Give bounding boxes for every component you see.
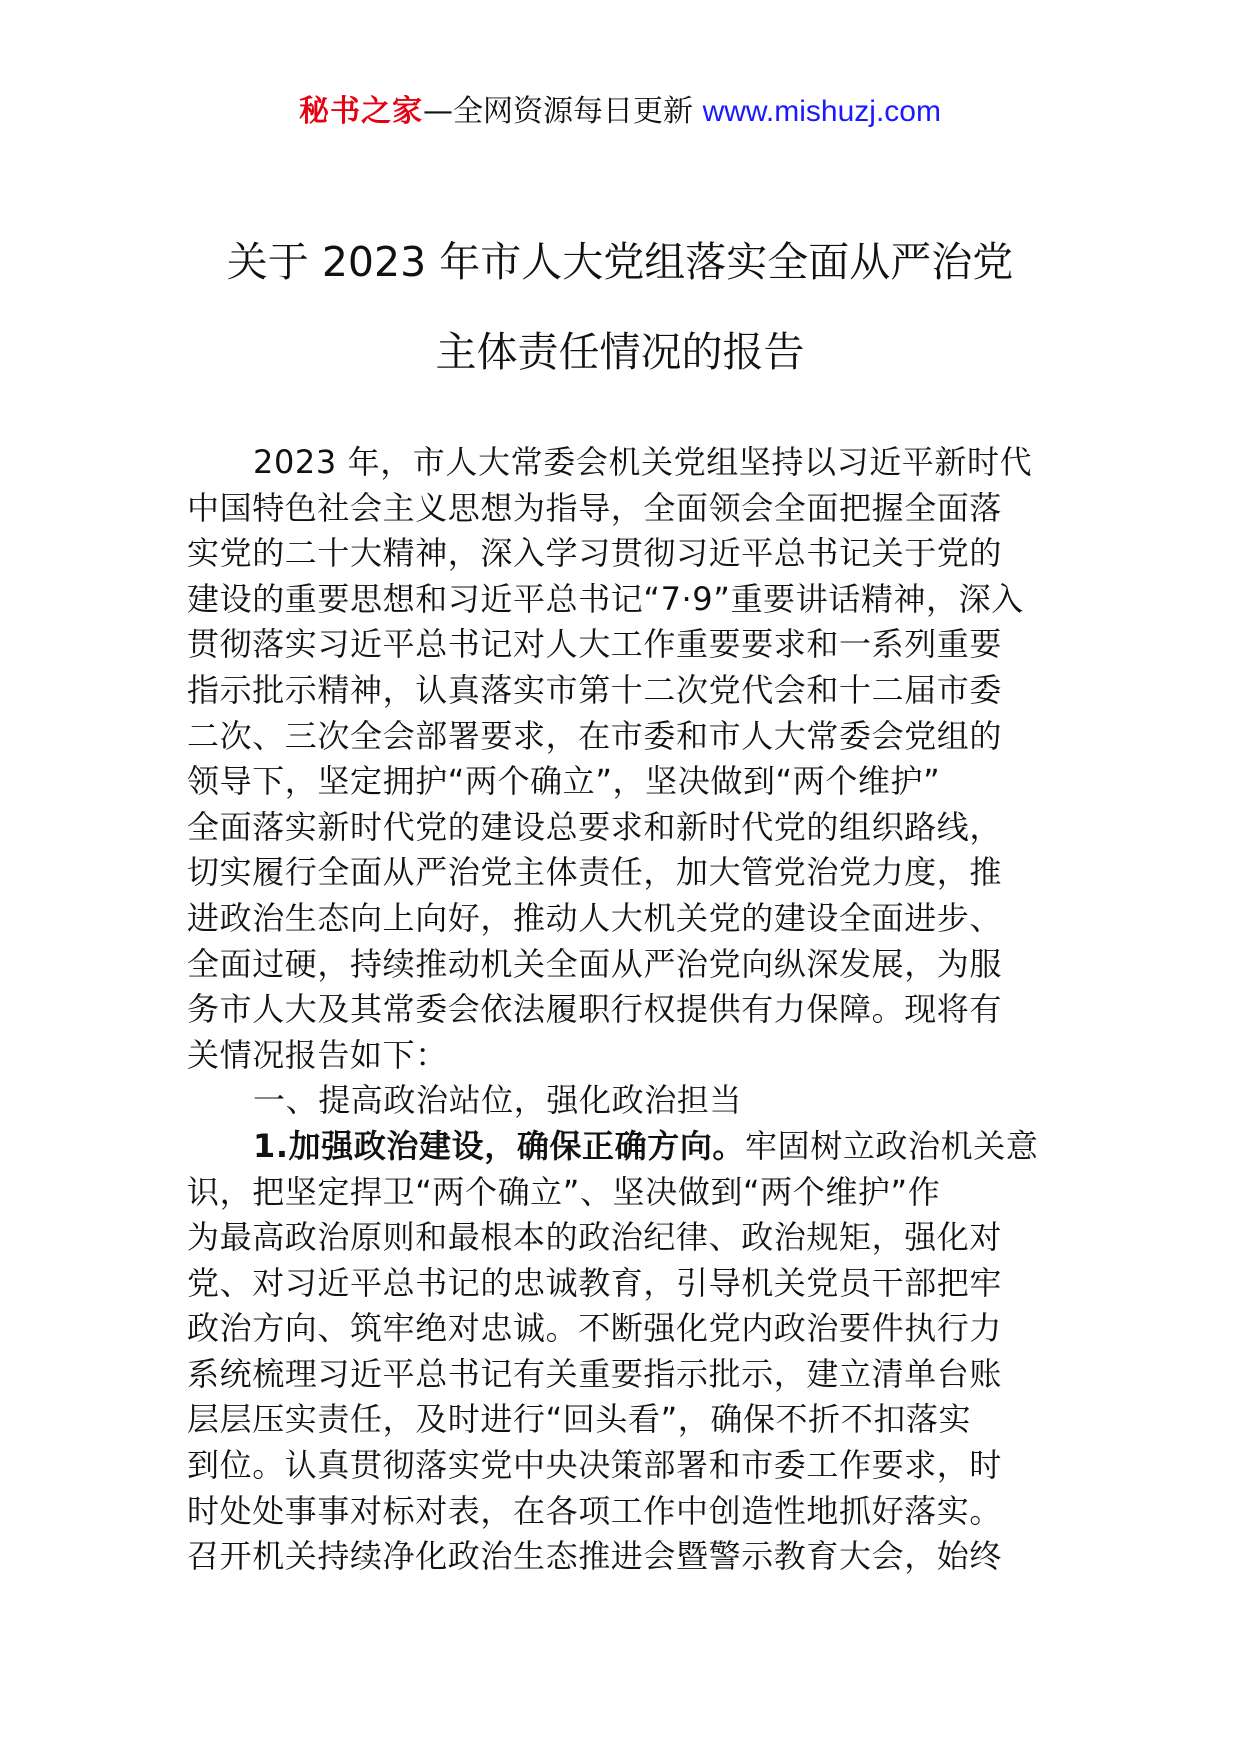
banner-url-link[interactable]: www.mishuzj.com [702,95,941,128]
document-title-line-2: 主体责任情况的报告 [435,328,805,376]
paragraph-line: 实党的二十大精神，深入学习贯彻习近平总书记关于党的 [187,534,1003,573]
paragraph-line: 系统梳理习近平总书记有关重要指示批示，建立清单台账 [187,1354,1003,1393]
paragraph-line: 识，把坚定捍卫“两个确立”、坚决做到“两个维护”作 [187,1172,941,1211]
document-body [187,440,1057,1580]
paragraph-line: 贯彻落实习近平总书记对人大工作重要要求和一系列重要 [187,625,1003,664]
paragraph-line: 中国特色社会主义思想为指导，全面领会全面把握全面落 [187,488,1003,527]
banner-tagline: —全网资源每日更新 [423,94,703,129]
paragraph-line: 切实履行全面从严治党主体责任，加大管党治党力度，推 [187,853,1003,892]
paragraph-line: 党、对习近平总书记的忠诚教育，引导机关党员干部把牢 [187,1263,1003,1302]
subsection-first-line-text: 牢固树立政治机关意 [745,1126,1039,1165]
section-heading: 一、提高政治站位，强化政治担当 [253,1081,743,1120]
paragraph-line: 建设的重要思想和习近平总书记“7·9”重要讲话精神，深入 [187,579,1024,618]
banner-brand: 秘书之家 [299,94,424,129]
paragraph-line: 进政治生态向上向好，推动人大机关党的建设全面进步、 [187,898,1003,937]
paragraph-line: 二次、三次全会部署要求，在市委和市人大常委会党组的 [187,716,1003,755]
paragraph-line: 务市人大及其常委会依法履职行权提供有力保障。现将有 [187,990,1003,1029]
paragraph-line: 层层压实责任，及时进行“回头看”，确保不折不扣落实 [187,1400,972,1439]
paragraph-line: 政治方向、筑牢绝对忠诚。不断强化党内政治要件执行力 [187,1309,1003,1348]
paragraph-line: 指示批示精神，认真落实市第十二次党代会和十二届市委 [187,670,1003,709]
paragraph-line: 到位。认真贯彻落实党中央决策部署和市委工作要求，时 [187,1446,1003,1485]
paragraph-line: 全面过硬，持续推动机关全面从严治党向纵深发展，为服 [187,944,1003,983]
paragraph-line: 全面落实新时代党的建设总要求和新时代党的组织路线， [187,807,1003,846]
site-banner [0,92,1240,132]
subsection-lead: 1.加强政治建设，确保正确方向。 [253,1126,746,1165]
paragraph-line: 召开机关持续净化政治生态推进会暨警示教育大会，始终 [187,1537,1003,1576]
paragraph-line: 为最高政治原则和最根本的政治纪律、政治规矩，强化对 [187,1218,1003,1257]
paragraph-line: 领导下，坚定拥护“两个确立”，坚决做到“两个维护” [187,762,941,801]
paragraph-line: 时处处事事对标对表，在各项工作中创造性地抓好落实。 [187,1491,1003,1530]
subsection-first-line [187,1124,1057,1170]
paragraph-line: 关情况报告如下： [187,1035,448,1074]
document-title-line-1: 关于 2023 年市人大党组落实全面从严治党 [226,238,1014,286]
paragraph-line: 2023 年，市人大常委会机关党组坚持以习近平新时代 [253,443,1033,481]
